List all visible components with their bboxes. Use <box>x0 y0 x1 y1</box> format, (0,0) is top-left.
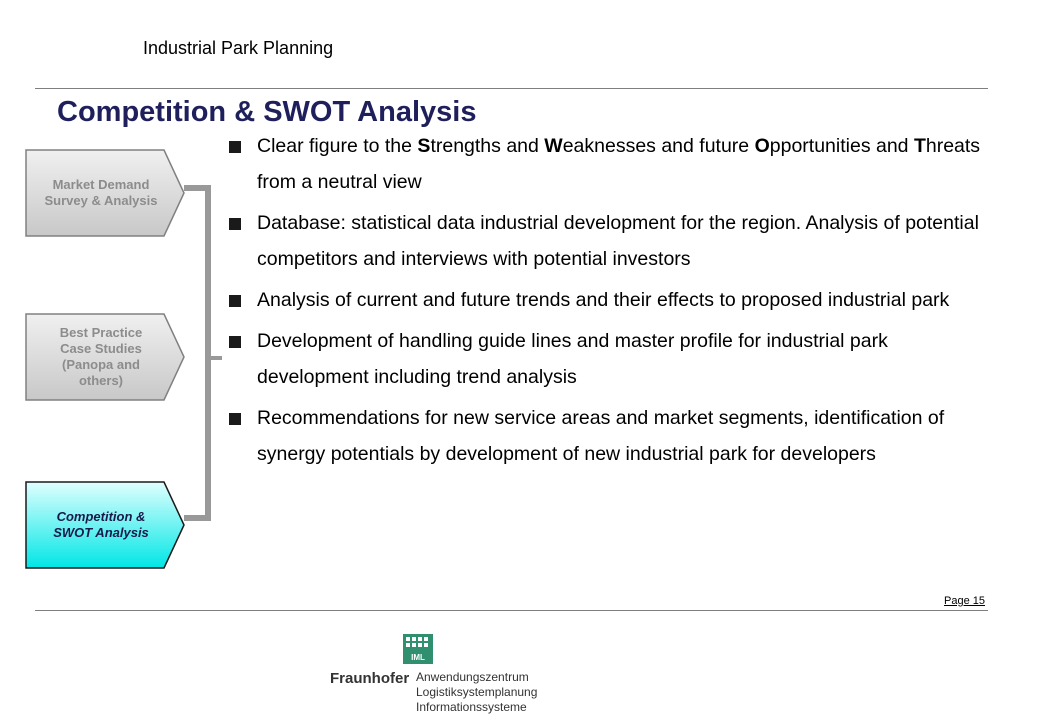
step-market-demand[interactable] <box>22 148 192 238</box>
header-title: Industrial Park Planning <box>143 38 334 58</box>
step-label: Competition & SWOT Analysis <box>53 509 149 540</box>
step-competition-swot[interactable] <box>22 480 192 570</box>
square-bullet-icon <box>229 141 241 153</box>
bullet-item <box>229 282 989 318</box>
square-bullet-icon <box>229 295 241 307</box>
top-rule <box>35 88 988 89</box>
square-bullet-icon <box>229 413 241 425</box>
step-label: Best Practice Case Studies (Panopa and others) <box>59 325 143 388</box>
bullet-text: Analysis of current and future trends and their effects to proposed industrial park <box>257 289 950 311</box>
bottom-rule <box>35 610 988 611</box>
bullet-list <box>229 128 989 477</box>
bullet-item <box>229 323 989 395</box>
page-number: Page 15 <box>944 595 985 607</box>
iml-logo-icon <box>403 634 433 664</box>
logo-line: Informationssysteme <box>416 700 527 714</box>
bullet-text: Development of handling guide lines and master profile for industrial park development including trend analysis <box>257 330 888 388</box>
logo-line: Anwendungszentrum <box>416 670 529 684</box>
bullet-text: Recommendations for new service areas and market segments, identification of synergy potentials by development of new industrial park for developers <box>257 407 945 465</box>
bullet-item <box>229 205 989 277</box>
step-best-practice[interactable] <box>22 312 192 402</box>
bullet-text: Database: statistical data industrial development for the region. Analysis of potential competitors and interviews with potential investors <box>257 212 979 270</box>
square-bullet-icon <box>229 336 241 348</box>
svg-text:IML: IML <box>411 653 425 662</box>
page-title: Competition & SWOT Analysis <box>57 96 477 128</box>
bullet-item <box>229 400 989 472</box>
logo-line: Logistiksystemplanung <box>416 685 538 699</box>
fraunhofer-logo <box>330 632 550 717</box>
logo-brand: Fraunhofer <box>330 670 410 687</box>
bullet-text: Clear figure to the Strengths and Weaknesses and future Opportunities and Threats from a neutral view <box>257 135 981 193</box>
square-bullet-icon <box>229 218 241 230</box>
bullet-item <box>229 128 989 200</box>
process-steps <box>22 148 222 578</box>
step-label: Market Demand Survey & Analysis <box>44 177 158 208</box>
